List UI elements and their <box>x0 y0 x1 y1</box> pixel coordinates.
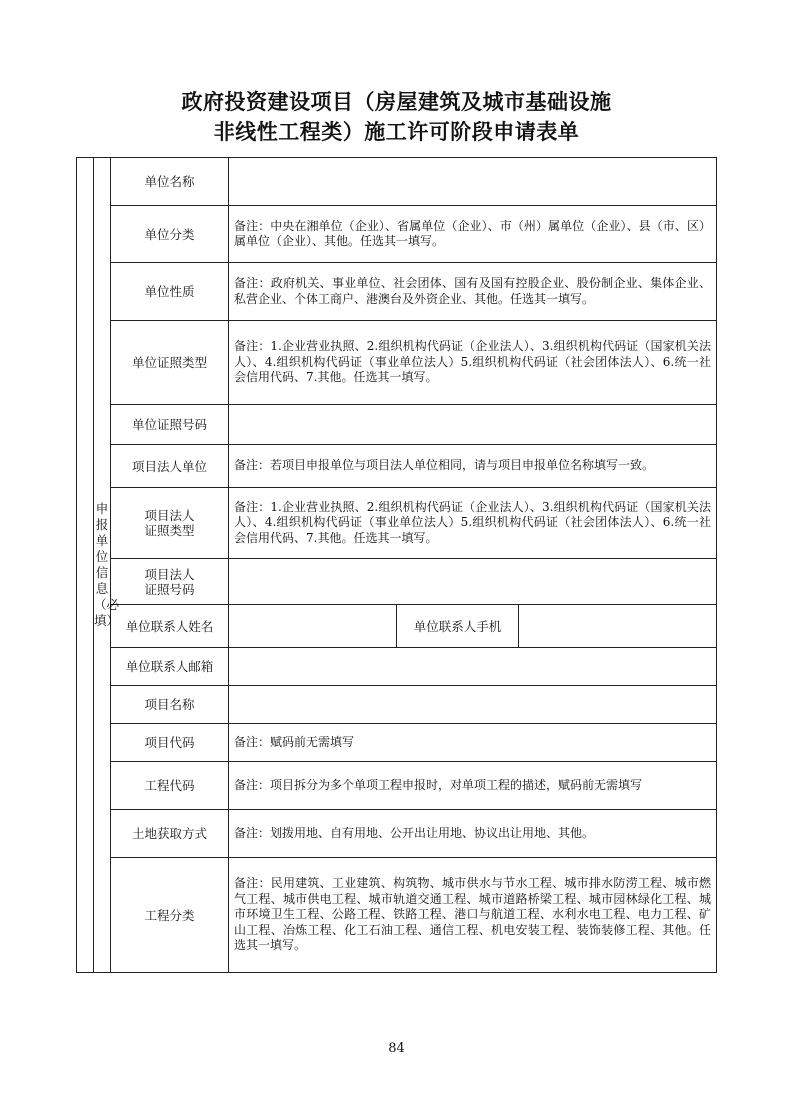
table-row <box>77 810 717 858</box>
section-label-line: 填） <box>94 613 120 628</box>
field-value-unit-license-number[interactable] <box>229 405 717 445</box>
section-label-line: （必 <box>94 597 120 612</box>
field-label-contact-email: 单位联系人邮箱 <box>111 648 229 686</box>
field-label-land-acquisition: 土地获取方式 <box>111 810 229 858</box>
label-line: 证照号码 <box>144 581 195 597</box>
field-value-unit-license-type[interactable]: 备注：1.企业营业执照、2.组织机构代码证（企业法人）、3.组织机构代码证（国家机关法人）、4.组织机构代码证（事业单位法人）5.组织机构代码证（社会团体法人）、6.统一社会信用代码、7.其他。任选其一填写。 <box>229 321 717 405</box>
section-label-line: 信息 <box>95 565 109 596</box>
table-row <box>77 321 717 405</box>
field-label-project-legal-entity: 项目法人单位 <box>111 445 229 488</box>
table-row <box>77 605 717 648</box>
field-value-legal-license-number[interactable] <box>229 559 717 605</box>
field-value-contact-email[interactable] <box>229 648 717 686</box>
field-label-project-name: 项目名称 <box>111 686 229 724</box>
section-label-applicant-info <box>94 158 120 973</box>
field-value-contact-phone[interactable] <box>519 605 717 648</box>
field-label-unit-nature: 单位性质 <box>111 263 229 321</box>
field-value-project-code[interactable]: 备注：赋码前无需填写 <box>229 724 717 762</box>
field-value-project-name[interactable] <box>229 686 717 724</box>
table-row <box>77 724 717 762</box>
field-label-engineering-category: 工程分类 <box>111 858 229 973</box>
field-label-contact-phone: 单位联系人手机 <box>397 605 519 648</box>
field-value-contact-name[interactable] <box>229 605 397 648</box>
page-number: 84 <box>388 1041 405 1056</box>
field-value-engineering-category[interactable]: 备注：民用建筑、工业建筑、构筑物、城市供水与节水工程、城市排水防涝工程、城市燃气工程、城市供电工程、城市轨道交通工程、城市道路桥梁工程、城市园林绿化工程、城市环境卫生工程、公路工程、铁路工程、港口与航道工程、水利水电工程、电力工程、矿山工程、冶炼工程、化工石油工程、通信工程、机电安装工程、装饰装修工程、其他。任选其一填写。 <box>229 858 717 973</box>
label-line: 项目法人 <box>144 566 195 582</box>
field-value-engineering-code[interactable]: 备注：项目拆分为多个单项工程申报时，对单项工程的描述，赋码前无需填写 <box>229 762 717 810</box>
field-label-project-code: 项目代码 <box>111 724 229 762</box>
field-value-legal-license-type[interactable]: 备注：1.企业营业执照、2.组织机构代码证（企业法人）、3.组织机构代码证（国家机关法人）、4.组织机构代码证（事业单位法人）5.组织机构代码证（社会团体法人）、6.统一社会信用代码、7.其他。任选其一填写。 <box>229 488 717 559</box>
label-line: 证照类型 <box>144 523 195 538</box>
section-label-line: 单位 <box>95 533 109 564</box>
form-title-line-1: 政府投资建设项目（房屋建筑及城市基础设施 <box>181 89 612 114</box>
section-label-line: 申报 <box>95 501 109 532</box>
label-line: 项目法人 <box>144 508 195 523</box>
field-label-legal-license-number <box>111 559 229 605</box>
application-form-table <box>76 157 717 973</box>
form-title-line-2: 非线性工程类）施工许可阶段申请表单 <box>213 119 580 144</box>
field-label-unit-license-number: 单位证照号码 <box>111 405 229 445</box>
table-row <box>77 559 717 605</box>
table-row <box>77 158 717 206</box>
table-row <box>77 686 717 724</box>
table-row <box>77 762 717 810</box>
field-label-contact-name: 单位联系人姓名 <box>111 605 229 648</box>
field-label-unit-license-type: 单位证照类型 <box>111 321 229 405</box>
field-label-unit-category: 单位分类 <box>111 206 229 263</box>
table-row <box>77 488 717 559</box>
field-value-unit-name[interactable] <box>229 158 717 206</box>
table-row <box>77 445 717 488</box>
field-label-unit-name: 单位名称 <box>111 158 229 206</box>
field-label-legal-license-type <box>111 488 229 559</box>
table-row <box>77 263 717 321</box>
field-value-land-acquisition[interactable]: 备注：划拨用地、自有用地、公开出让用地、协议出让用地、其他。 <box>229 810 717 858</box>
table-row <box>77 648 717 686</box>
table-row <box>77 405 717 445</box>
table-row <box>77 858 717 973</box>
field-value-unit-category[interactable]: 备注：中央在湘单位（企业）、省属单位（企业）、市（州）属单位（企业）、县（市、区）属单位（企业）、其他。任选其一填写。 <box>229 206 717 263</box>
field-value-project-legal-entity[interactable]: 备注：若项目申报单位与项目法人单位相同，请与项目申报单位名称填写一致。 <box>229 445 717 488</box>
field-label-engineering-code: 工程代码 <box>111 762 229 810</box>
field-value-unit-nature[interactable]: 备注：政府机关、事业单位、社会团体、国有及国有控股企业、股份制企业、集体企业、私营企业、个体工商户、港澳台及外资企业、其他。任选其一填写。 <box>229 263 717 321</box>
table-row <box>77 206 717 263</box>
section-border-strip <box>77 158 94 973</box>
